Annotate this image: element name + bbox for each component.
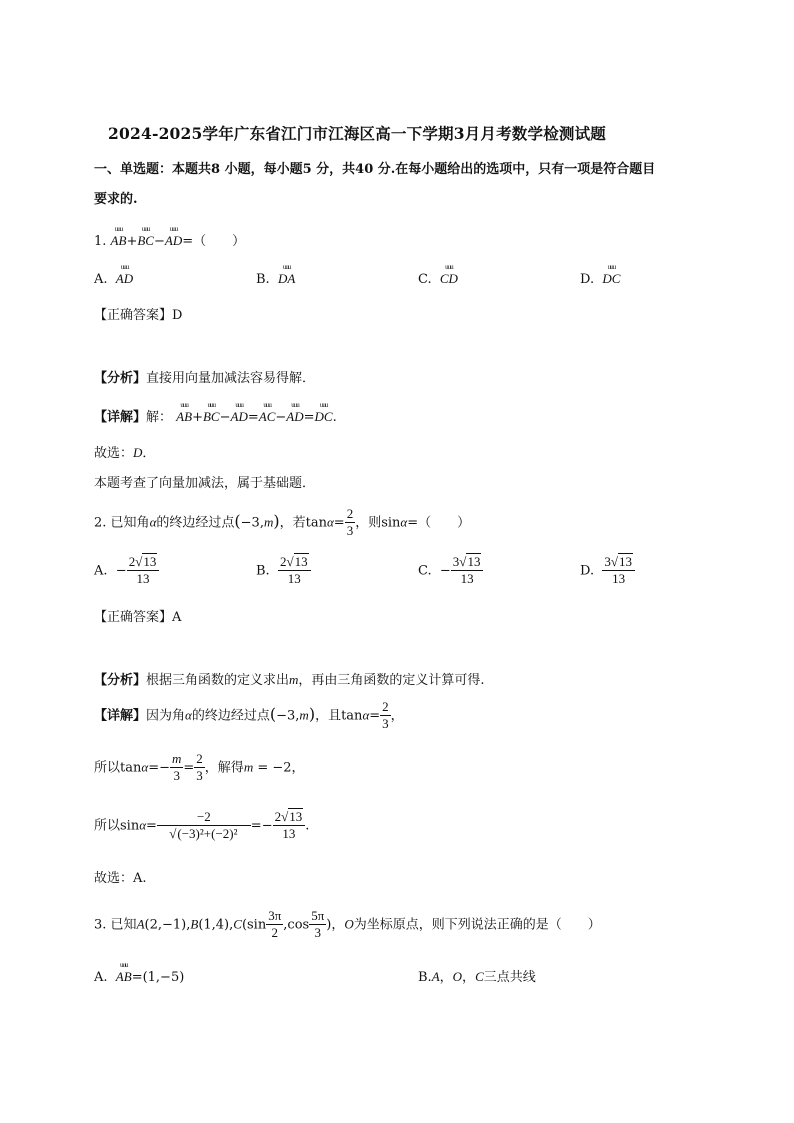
q2-analysis: 【分析】根据三角函数的定义求出m，再由三角函数的定义计算可得. [94, 672, 485, 688]
page-title: 2024-2025学年广东省江门市江海区高一下学期3月月考数学检测试题 [108, 124, 606, 143]
q1-answer: 【正确答案】D [94, 308, 183, 323]
q2-detail-line2: 所以tanα=− $\frac{m}{3}$ = $\frac{2}{3}$ ，解得m = −2， [94, 751, 305, 784]
q2-detail-line3: 所以sinα= $\frac{-2}{\text{√(−3)²+(−2)²}}$ =− $\frac{2√13}{13}$ . [94, 809, 310, 842]
section-heading-line1: 一、单选题：本题共8 小题，每小题5 分，共40 分.在每小题给出的选项中，只有一项是符合题目 [94, 162, 656, 177]
q3-option-a[interactable]: A. uuu AB=(1,−5) [94, 970, 184, 984]
q2-choose: 故选：A. [94, 871, 147, 886]
question-2-stem: 2. 已知角α的终边经过点(−3,m)，若tanα= $\frac{2}{3}$ ，则sinα=（ ） [94, 506, 471, 539]
q2-detail: 【详解】因为角α的终边经过点(−3,m)，且tanα= $\frac{2}{3}$ ， [94, 699, 404, 732]
q1-option-b[interactable]: B. uuu DA [256, 272, 295, 286]
q1-option-d[interactable]: D. uuu DC [580, 272, 620, 286]
q2-option-c[interactable]: C. − $\frac{3√13}{13}$ [418, 555, 483, 587]
q3-option-b[interactable]: B.A，O，C三点共线 [418, 969, 536, 985]
section-heading-line2: 要求的. [94, 192, 138, 207]
q2-option-a[interactable]: A. − $\frac{2√13}{13}$ [94, 555, 159, 587]
q1-summary: 本题考查了向量加减法，属于基础题． [94, 476, 316, 491]
q1-detail: 【详解】解： uuu AB+uuu BC−uuu AD=uuu AC−uuu AD=uuu DC. [94, 410, 337, 424]
question-1-stem: 1. uuu AB+uuu BC−uuu AD=（ ） [94, 234, 245, 248]
q2-option-d[interactable]: D. $\frac{3√13}{13}$ [580, 555, 635, 587]
question-number: 1. [94, 234, 107, 249]
q1-choose: 故选：D． [94, 445, 156, 461]
q2-answer: 【正确答案】A [94, 610, 182, 625]
question-3-stem: 3. 已知A(2,−1),B(1,4),C(sin $\frac{3\pi}{2}$ ,cos $\frac{5\pi}{3}$ )，O为坐标原点，则下列说法正确的是（ ） [94, 908, 601, 941]
q1-option-a[interactable]: A. uuu AD [94, 272, 133, 286]
q2-option-b[interactable]: B. $\frac{2√13}{13}$ [256, 555, 311, 587]
q1-analysis: 【分析】直接用向量加减法容易得解． [94, 371, 316, 386]
q1-option-c[interactable]: C. uuu CD [418, 272, 458, 286]
